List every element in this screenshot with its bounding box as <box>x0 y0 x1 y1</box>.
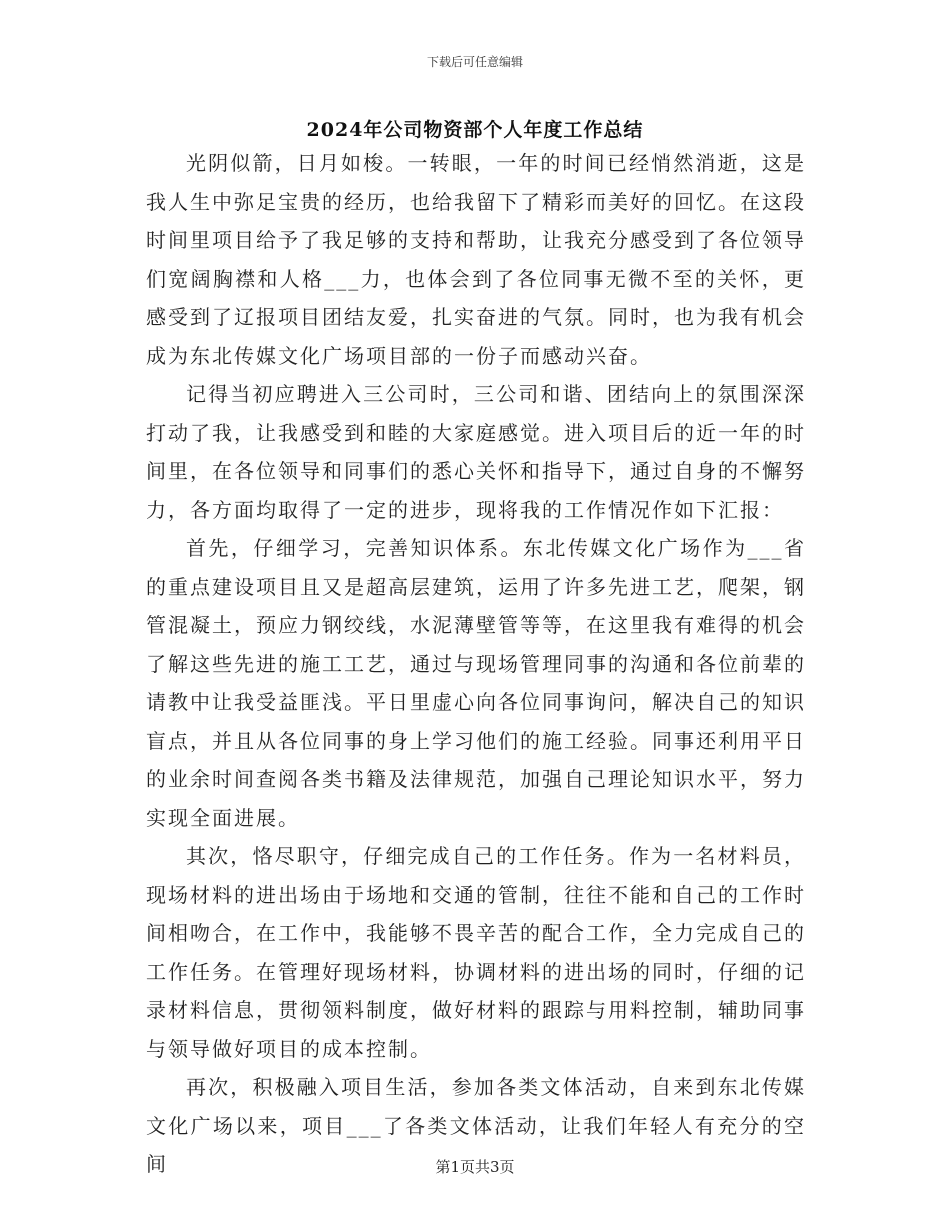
download-edit-note: 下载后可任意编辑 <box>426 55 523 69</box>
paragraph-study: 首先，仔细学习，完善知识体系。东北传媒文化广场作为___省的重点建设项目且又是超高层建筑，运用了许多先进工艺，爬架，钢管混凝土，预应力钢绞线，水泥薄壁管等等，在这里我有难得的机会了解这些先进的施工工艺，通过与现场管理同事的沟通和各位前辈的请教中让我受益匪浅。平日里虚心向各位同事询问，解决自己的知识盲点，并且从各位同事的身上学习他们的施工经验。同事还利用平日的业余时间查阅各类书籍及法律规范，加强自己理论知识水平，努力实现全面进展。 <box>146 536 806 830</box>
paragraph-activities: 再次，积极融入项目生活，参加各类文体活动，自来到东北传媒文化广场以来，项目___了各类文体活动，让我们年轻人有充分的空间 <box>146 1075 806 1176</box>
document-title: 2024年公司物资部个人年度工作总结 <box>306 119 644 141</box>
page-number: 第1页共3页 <box>435 1158 515 1176</box>
paragraph-joining: 记得当初应聘进入三公司时，三公司和谐、团结向上的氛围深深打动了我，让我感受到和睦的大家庭感觉。进入项目后的近一年的时间里，在各位领导和同事们的悉心关怀和指导下，通过自身的不懈努力，各方面均取得了一定的进步，现将我的工作情况作如下汇报： <box>146 382 806 522</box>
paragraph-duty: 其次，恪尽职守，仔细完成自己的工作任务。作为一名材料员，现场材料的进出场由于场地和交通的管制，往往不能和自己的工作时间相吻合，在工作中，我能够不畏辛苦的配合工作，全力完成自己的工作任务。在管理好现场材料，协调材料的进出场的同时，仔细的记录材料信息，贯彻领料制度，做好材料的跟踪与用料控制，辅助同事与领导做好项目的成本控制。 <box>146 844 806 1061</box>
document-body <box>146 144 806 1184</box>
paragraph-intro: 光阴似箭，日月如梭。一转眼，一年的时间已经悄然消逝，这是我人生中弥足宝贵的经历，也给我留下了精彩而美好的回忆。在这段时间里项目给予了我足够的支持和帮助，让我充分感受到了各位领导们宽阔胸襟和人格___力，也体会到了各位同事无微不至的关怀，更感受到了辽报项目团结友爱，扎实奋进的气氛。同时，也为我有机会成为东北传媒文化广场项目部的一份子而感动兴奋。 <box>146 151 806 368</box>
